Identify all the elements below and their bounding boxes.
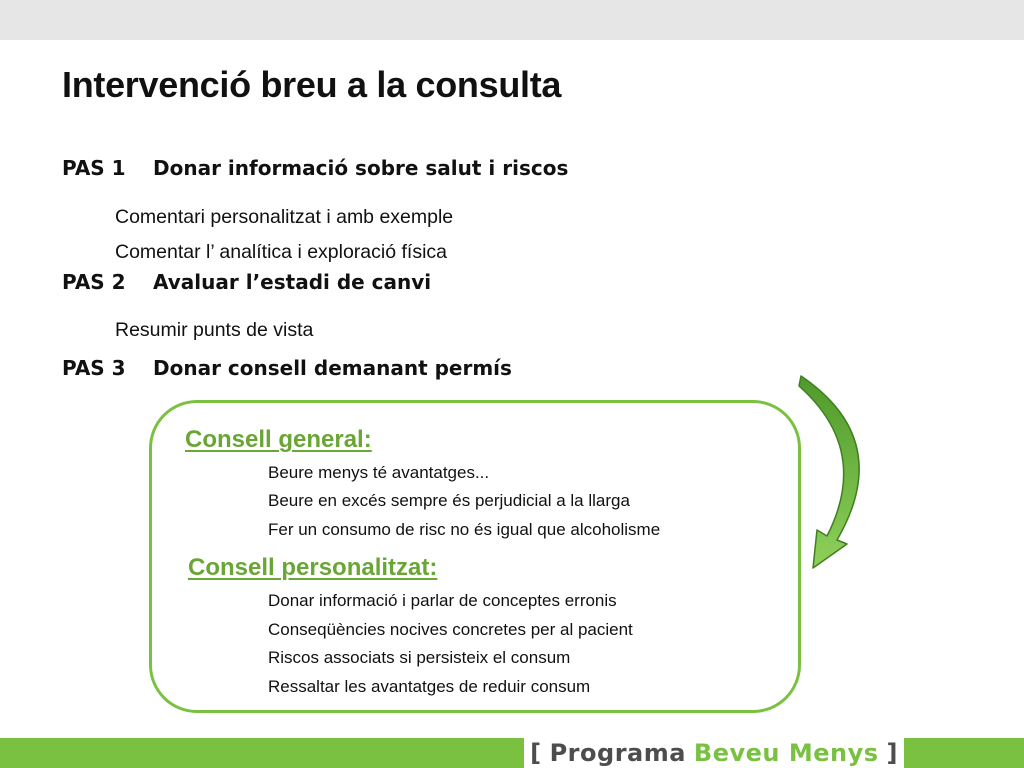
step-1-item-1: Comentari personalitzat i amb exemple bbox=[115, 206, 454, 228]
step-1-text: Donar informació sobre salut i riscos bbox=[153, 156, 569, 180]
general-advice-item: Beure en excés sempre és perjudicial a la llarga bbox=[268, 491, 630, 510]
general-advice-heading: Consell general: bbox=[185, 426, 372, 453]
step-2-text: Avaluar l’estadi de canvi bbox=[153, 270, 432, 294]
personal-advice-item: Riscos associats si persisteix el consum bbox=[268, 648, 571, 667]
top-bar bbox=[0, 0, 1024, 40]
general-advice-item: Fer un consumo de risc no és igual que alcoholisme bbox=[268, 520, 661, 539]
personal-advice-item: Conseqüències nocives concretes per al pacient bbox=[268, 620, 633, 639]
slide-title: Intervenció breu a la consulta bbox=[62, 64, 562, 105]
step-2 bbox=[62, 270, 431, 294]
step-3 bbox=[62, 356, 512, 380]
brand-word-programa: Programa bbox=[549, 739, 686, 767]
brand-open-bracket: [ bbox=[530, 739, 542, 767]
personal-advice-heading: Consell personalitzat: bbox=[188, 554, 438, 581]
step-1-item-2: Comentar l’ analítica i exploració física bbox=[115, 241, 448, 263]
personal-advice-item: Ressaltar les avantatges de reduir consum bbox=[268, 677, 591, 696]
brand-word-beveu-menys: Beveu Menys bbox=[693, 739, 879, 767]
personal-advice-item: Donar informació i parlar de conceptes erronis bbox=[268, 591, 617, 610]
brand-close-bracket: ] bbox=[886, 739, 898, 767]
program-brand-logo bbox=[524, 738, 904, 768]
curved-arrow-icon bbox=[795, 370, 885, 590]
step-3-text: Donar consell demanant permís bbox=[153, 356, 512, 380]
general-advice-item: Beure menys té avantatges... bbox=[268, 463, 490, 482]
step-1 bbox=[62, 156, 568, 180]
step-3-number: PAS 3 bbox=[62, 356, 126, 380]
step-2-item-1: Resumir punts de vista bbox=[115, 319, 314, 341]
step-2-number: PAS 2 bbox=[62, 270, 126, 294]
step-1-number: PAS 1 bbox=[62, 156, 126, 180]
